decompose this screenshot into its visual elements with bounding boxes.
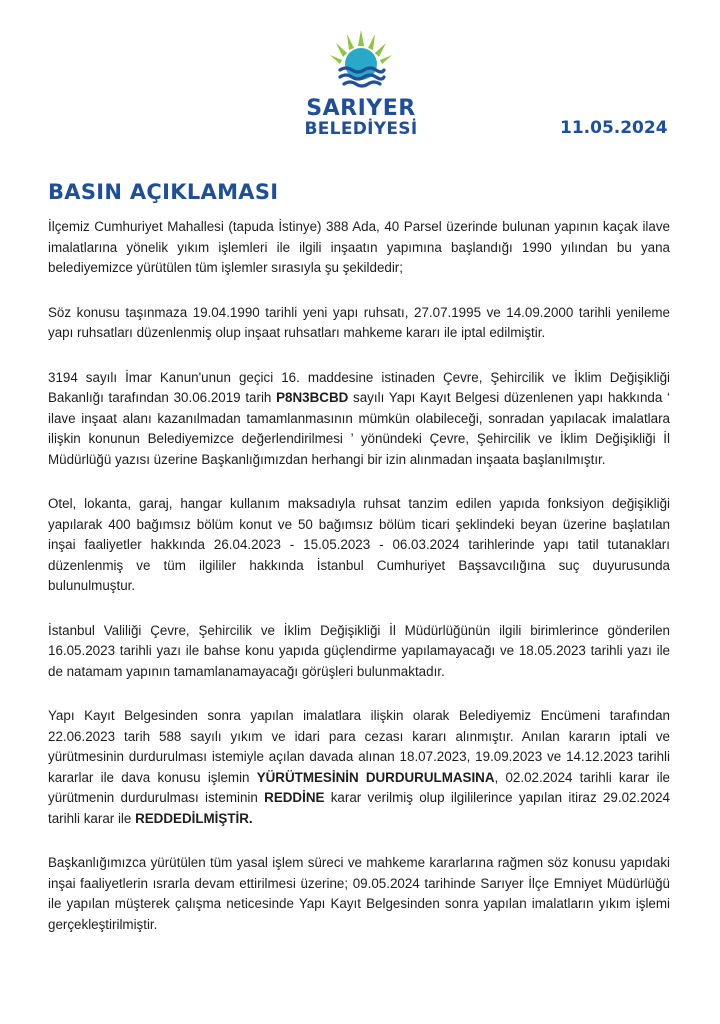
paragraph-3-text-a: 3194 sayılı İmar Kanun'unun geçici 16. maddesine istinaden Çevre, Şehircilik ve İklim Değişikliği Bakanlığı tarafından 30.06.2019 tarih [48, 369, 670, 405]
brand-name: SARIYER [306, 96, 416, 121]
paragraph-6 [48, 706, 670, 829]
document-date: 11.05.2024 [560, 118, 668, 138]
page-title: BASIN AÇIKLAMASI [48, 180, 279, 204]
paragraph-1: İlçemiz Cumhuriyet Mahallesi (tapuda İstinye) 388 Ada, 40 Parsel üzerinde bulunan yapının kaçak ilave imalatlarına yönelik yıkım işlemleri ile ilgili inşaatın yapımına başlandığı 1990 yılından bu yana belediyemizce yürütülen tüm işlemler sırasıyla şu şekildedir; [48, 219, 670, 275]
letterhead [0, 0, 720, 170]
paragraph-6-text-c: , 02.02.2024 tarihli karar ile yürütmenin durdurulması isteminin [48, 769, 670, 805]
paragraph-5: İstanbul Valiliği Çevre, Şehircilik ve İklim Değişikliği İl Müdürlüğünün ilgili birimlerince gönderilen 16.05.2023 tarihli yazı ile bahse konu yapıda güçlendirme yapılamayacağı ve 18.05.2023 tarihli yazı ile de natamam yapının tamamlanamayacağı görüşleri bulunmaktadır. [48, 622, 670, 679]
permit-code: P8N3BCBD [276, 390, 349, 405]
rejected-text: REDDEDİLMİŞTİR. [135, 810, 253, 826]
sariyer-logo [296, 26, 426, 138]
brand-subtitle: BELEDİYESİ [304, 119, 418, 139]
stay-of-execution-text: YÜRÜTMESİNİN DURDURULMASINA [256, 769, 495, 785]
rejection-text: REDDİNE [264, 790, 325, 805]
paragraph-6-text-e: karar verilmiş olup ilgililerince yapılan itiraz 29.02.2024 tarihli karar ile [48, 790, 671, 826]
paragraph-4: Otel, lokanta, garaj, hangar kullanım maksadıyla ruhsat tanzim edilen yapıda fonksiyon değişikliği yapılarak 400 bağımsız bölüm konut ve 50 bağımsız bölüm ticari şeklindeki beyan üzerine başlatılan inşai faaliyetler hakkında 26.04.2023 - 15.05.2023 - 06.03.2024 tarihlerinde yapı tatil tutanakları düzenlenmiş ve tüm ilgililer hakkında İstanbul Cumhuriyet Başsavcılığına suç duyurusunda bulunulmuştur. [48, 496, 670, 593]
paragraph-2: Söz konusu taşınmaza 19.04.1990 tarihli yeni yapı ruhsatı, 27.07.1995 ve 14.09.2000 tarihli yenileme yapı ruhsatları düzenlenmiş olup inşaat ruhsatları mahkeme kararı ile iptal edilmiştir. [48, 304, 670, 340]
sun-sea-logo-icon [326, 26, 396, 96]
paragraph-3 [48, 368, 670, 471]
paragraph-6-text-a: Yapı Kayıt Belgesinden sonra yapılan imalatlara ilişkin olarak Belediyemiz Encümeni tarafından 22.06.2023 tarih 588 sayılı yıkım ve idari para cezası kararı alınmıştır. Anılan kararın iptali ve yürütmesinin durdurulması istemiyle açılan davada alınan 18.07.2023, 19.09.2023 ve 14.12.2023 tarihli kararlar ile dava konusu işlemin [48, 708, 670, 785]
document-body [48, 217, 670, 959]
paragraph-7: Başkanlığımızca yürütülen tüm yasal işlem süreci ve mahkeme kararlarına rağmen söz konusu yapıdaki inşai faaliyetlerin ısrarla devam ettirilmesi üzerine; 09.05.2024 tarihinde Sarıyer İlçe Emniyet Müdürlüğü ile yapılan müşterek çalışma neticesinde Yapı Kayıt Belgesinden sonra yapılan imalatların yıkım işlemi gerçekleştirilmiştir. [48, 855, 670, 932]
paragraph-3-text-c: sayılı Yapı Kayıt Belgesi düzenlenen yapı hakkında ‘ ilave inşaat alanı kazanılmadan tamamlanmasının mümkün olabileceği, sonradan yapılacak imalatlara ilişkin konunun Belediyemizce değerlendirilmesi ’ yönündeki Çevre, Şehircilik ve İklim Değişikliği İl Müdürlüğü yazısı üzerine Başkanlığımızdan herhangi bir izin alınmadan inşaata başlanılmıştır. [48, 390, 671, 467]
